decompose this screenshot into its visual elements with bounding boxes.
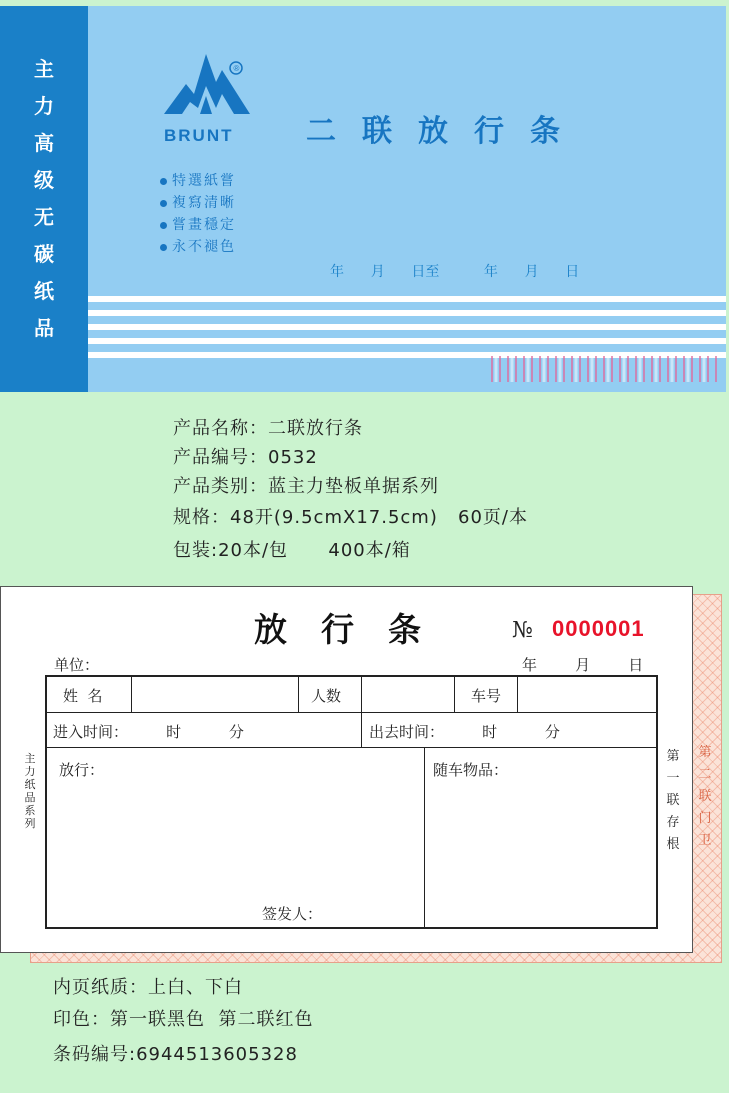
- second-copy-label: 第二联门卫: [698, 745, 712, 848]
- spec-size: 规格：48开(9.5cmX17.5cm) 60页/本: [173, 507, 528, 528]
- items-label: 随车物品：: [433, 761, 509, 779]
- issuer-label: 签发人：: [262, 905, 323, 923]
- bullet-icon: [160, 200, 167, 207]
- count-label: 人数: [311, 687, 342, 705]
- exit-time-label: 出去时间： 时 分: [369, 723, 560, 741]
- spine-char: 主: [34, 57, 54, 81]
- cover-title: 二联放行条: [306, 114, 586, 149]
- spine-char: 碳: [34, 242, 54, 266]
- cover-date-range: 年 月 日至 年 月 日: [330, 264, 580, 280]
- spine-char: 力: [34, 94, 54, 118]
- spec-packing: 包装:20本/包 400本/箱: [173, 540, 411, 561]
- spiral-binding-icon: [488, 352, 726, 386]
- name-label: 姓 名: [63, 687, 103, 705]
- brand-name: BRUNT: [164, 126, 234, 145]
- feature-item: 複寫清晰: [160, 192, 236, 214]
- serial-number: 0000001: [552, 616, 645, 641]
- form-title: 放行条: [254, 610, 455, 649]
- note-print: 印色：第一联黑色 第二联红色: [53, 1009, 314, 1030]
- registered-mark: ®: [233, 64, 240, 73]
- entry-time-label: 进入时间： 时 分: [53, 723, 244, 741]
- serial-number-label: №: [512, 618, 533, 643]
- plate-label: 车号: [471, 687, 502, 705]
- spec-category: 产品类别：蓝主力垫板单据系列: [173, 476, 439, 497]
- form-grid: [45, 675, 658, 929]
- feature-item: 特選紙嘗: [160, 170, 236, 192]
- series-side-label: 主力纸品系列: [24, 752, 36, 830]
- cover-spine: [0, 6, 88, 392]
- spine-char: 纸: [34, 279, 54, 303]
- spine-char: 高: [34, 131, 54, 155]
- product-specs: [173, 414, 528, 565]
- release-label: 放行：: [59, 761, 105, 779]
- spine-char: 无: [34, 205, 54, 229]
- note-barcode: 条码编号:6944513605328: [53, 1044, 298, 1065]
- feature-item: 永不褪色: [160, 236, 236, 258]
- bullet-icon: [160, 178, 167, 185]
- bullet-icon: [160, 222, 167, 229]
- copy-side-label: 第一联存根: [666, 749, 680, 852]
- unit-label: 单位：: [54, 656, 100, 674]
- product-notes: [53, 972, 313, 1071]
- bullet-icon: [160, 244, 167, 251]
- product-cover: [0, 6, 726, 392]
- spec-name: 产品名称：二联放行条: [173, 418, 363, 439]
- feature-item: 嘗畫穩定: [160, 214, 236, 236]
- spine-char: 品: [34, 316, 54, 340]
- note-paper: 内页纸质：上白、下白: [53, 977, 243, 998]
- spec-code: 产品编号：0532: [173, 447, 318, 468]
- spine-char: 级: [34, 168, 54, 192]
- form-date-label: 年 月 日: [522, 656, 644, 674]
- feature-list: [160, 170, 236, 258]
